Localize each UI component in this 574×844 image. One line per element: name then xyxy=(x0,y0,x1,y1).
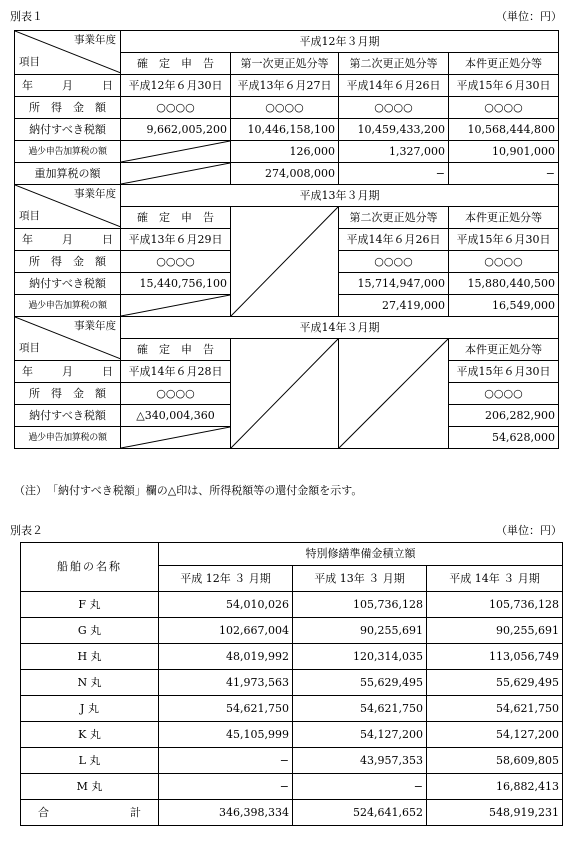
value-cell: 54,010,026 xyxy=(159,592,293,618)
income-cell: ○○○○ xyxy=(339,251,449,273)
value-cell: 54,621,750 xyxy=(293,696,427,722)
date-cell: 平成13年６月27日 xyxy=(231,75,339,97)
row-label-income: 所 得 金 額 xyxy=(15,251,121,273)
income-cell: ○○○○ xyxy=(121,251,231,273)
blank-cell xyxy=(121,295,231,317)
table-row xyxy=(21,670,563,696)
reserve-header: 特別修繕準備金積立額 xyxy=(159,543,563,566)
table2-unit: （単位：円） xyxy=(496,524,562,537)
value-cell: 90,255,691 xyxy=(293,618,427,644)
heavy-cell: 274,008,000 xyxy=(231,163,339,185)
ship-name: L 丸 xyxy=(21,748,159,774)
value-cell: 54,127,200 xyxy=(293,722,427,748)
value-cell: 45,105,999 xyxy=(159,722,293,748)
col-header: 確 定 申 告 xyxy=(121,207,231,229)
period-header: 平成13年３月期 xyxy=(121,185,559,207)
heavy-cell: − xyxy=(339,163,449,185)
row-label-under: 過少申告加算税の額 xyxy=(15,427,121,449)
value-cell: 113,056,749 xyxy=(427,644,563,670)
corner-header: 事業年度 項目 xyxy=(15,185,121,229)
ship-name-header: 船舶の名称 xyxy=(21,543,159,592)
total-cell: 524,641,652 xyxy=(293,800,427,826)
blank-cell xyxy=(231,339,339,449)
table-row xyxy=(21,722,563,748)
col-header: 第一次更正処分等 xyxy=(231,53,339,75)
blank-cell xyxy=(121,141,231,163)
value-cell: 55,629,495 xyxy=(293,670,427,696)
date-cell: 平成14年６月26日 xyxy=(339,75,449,97)
total-row xyxy=(21,800,563,826)
blank-cell xyxy=(121,163,231,185)
row-label-date: 年 月 日 xyxy=(15,361,121,383)
total-cell: 548,919,231 xyxy=(427,800,563,826)
date-cell: 平成13年６月29日 xyxy=(121,229,231,251)
ship-name: M 丸 xyxy=(21,774,159,800)
row-label-date: 年 月 日 xyxy=(15,229,121,251)
ship-name: N 丸 xyxy=(21,670,159,696)
date-cell: 平成14年６月28日 xyxy=(121,361,231,383)
income-cell: ○○○○ xyxy=(339,97,449,119)
income-cell: ○○○○ xyxy=(449,251,559,273)
value-cell: − xyxy=(293,774,427,800)
row-label-heavy: 重加算税の額 xyxy=(15,163,121,185)
value-cell: 41,973,563 xyxy=(159,670,293,696)
col-header: 本件更正処分等 xyxy=(449,339,559,361)
date-cell: 平成14年６月26日 xyxy=(339,229,449,251)
value-cell: 43,957,353 xyxy=(293,748,427,774)
col-header: 本件更正処分等 xyxy=(449,207,559,229)
tax-cell: 15,714,947,000 xyxy=(339,273,449,295)
income-cell: ○○○○ xyxy=(231,97,339,119)
tax-cell: 15,880,440,500 xyxy=(449,273,559,295)
table-row xyxy=(21,696,563,722)
table1-title: 別表１ xyxy=(10,10,43,23)
table1 xyxy=(14,30,559,449)
value-cell: 54,621,750 xyxy=(159,696,293,722)
under-cell: 16,549,000 xyxy=(449,295,559,317)
col-header: 確 定 申 告 xyxy=(121,53,231,75)
blank-cell xyxy=(231,207,339,317)
under-cell: 1,327,000 xyxy=(339,141,449,163)
col-header: 本件更正処分等 xyxy=(449,53,559,75)
period-header: 平成 14年 ３ 月期 xyxy=(427,566,563,592)
value-cell: 58,609,805 xyxy=(427,748,563,774)
blank-cell xyxy=(121,427,231,449)
table-row xyxy=(21,592,563,618)
row-label-under: 過少申告加算税の額 xyxy=(15,295,121,317)
date-cell: 平成15年６月30日 xyxy=(449,229,559,251)
ship-name: K 丸 xyxy=(21,722,159,748)
row-label-income: 所 得 金 額 xyxy=(15,383,121,405)
under-cell: 10,901,000 xyxy=(449,141,559,163)
ship-name: H 丸 xyxy=(21,644,159,670)
date-cell: 平成15年６月30日 xyxy=(449,361,559,383)
value-cell: 16,882,413 xyxy=(427,774,563,800)
col-header: 確 定 申 告 xyxy=(121,339,231,361)
period-header: 平成 12年 ３ 月期 xyxy=(159,566,293,592)
period-header: 平成 13年 ３ 月期 xyxy=(293,566,427,592)
value-cell: 90,255,691 xyxy=(427,618,563,644)
row-label-tax: 納付すべき税額 xyxy=(15,405,121,427)
tax-cell: 10,446,158,100 xyxy=(231,119,339,141)
table2-title: 別表２ xyxy=(10,524,43,537)
corner-header: 事業年度 項目 xyxy=(15,317,121,361)
ship-name: F 丸 xyxy=(21,592,159,618)
table-row xyxy=(21,774,563,800)
tax-cell: 15,440,756,100 xyxy=(121,273,231,295)
row-label-date: 年 月 日 xyxy=(15,75,121,97)
blank-cell xyxy=(339,339,449,449)
tax-cell: 10,459,433,200 xyxy=(339,119,449,141)
value-cell: 105,736,128 xyxy=(293,592,427,618)
income-cell: ○○○○ xyxy=(121,383,231,405)
table2 xyxy=(20,542,563,826)
ship-name: G 丸 xyxy=(21,618,159,644)
income-cell: ○○○○ xyxy=(121,97,231,119)
period-header: 平成14年３月期 xyxy=(121,317,559,339)
date-cell: 平成15年６月30日 xyxy=(449,75,559,97)
tax-cell: 9,662,005,200 xyxy=(121,119,231,141)
row-label-income: 所 得 金 額 xyxy=(15,97,121,119)
total-label: 合 計 xyxy=(21,800,159,826)
tax-cell: 206,282,900 xyxy=(449,405,559,427)
value-cell: − xyxy=(159,774,293,800)
col-header: 第二次更正処分等 xyxy=(339,207,449,229)
ship-name: J 丸 xyxy=(21,696,159,722)
row-label-tax: 納付すべき税額 xyxy=(15,119,121,141)
value-cell: − xyxy=(159,748,293,774)
tax-cell: △340,004,360 xyxy=(121,405,231,427)
value-cell: 54,127,200 xyxy=(427,722,563,748)
row-label-tax: 納付すべき税額 xyxy=(15,273,121,295)
table1-unit: （単位：円） xyxy=(496,10,562,23)
value-cell: 54,621,750 xyxy=(427,696,563,722)
table1-note: （注） 「納付すべき税額」欄の△印は、所得税額等の還付金額を示す。 xyxy=(14,484,363,497)
table-row xyxy=(21,644,563,670)
under-cell: 126,000 xyxy=(231,141,339,163)
under-cell: 54,628,000 xyxy=(449,427,559,449)
value-cell: 48,019,992 xyxy=(159,644,293,670)
value-cell: 105,736,128 xyxy=(427,592,563,618)
table-row xyxy=(21,748,563,774)
table-row xyxy=(21,618,563,644)
income-cell: ○○○○ xyxy=(449,383,559,405)
under-cell: 27,419,000 xyxy=(339,295,449,317)
corner-header: 事業年度 項目 xyxy=(15,31,121,75)
income-cell: ○○○○ xyxy=(449,97,559,119)
heavy-cell: − xyxy=(449,163,559,185)
tax-cell: 10,568,444,800 xyxy=(449,119,559,141)
total-cell: 346,398,334 xyxy=(159,800,293,826)
value-cell: 102,667,004 xyxy=(159,618,293,644)
row-label-under: 過少申告加算税の額 xyxy=(15,141,121,163)
value-cell: 55,629,495 xyxy=(427,670,563,696)
value-cell: 120,314,035 xyxy=(293,644,427,670)
date-cell: 平成12年６月30日 xyxy=(121,75,231,97)
period-header: 平成12年３月期 xyxy=(121,31,559,53)
col-header: 第二次更正処分等 xyxy=(339,53,449,75)
